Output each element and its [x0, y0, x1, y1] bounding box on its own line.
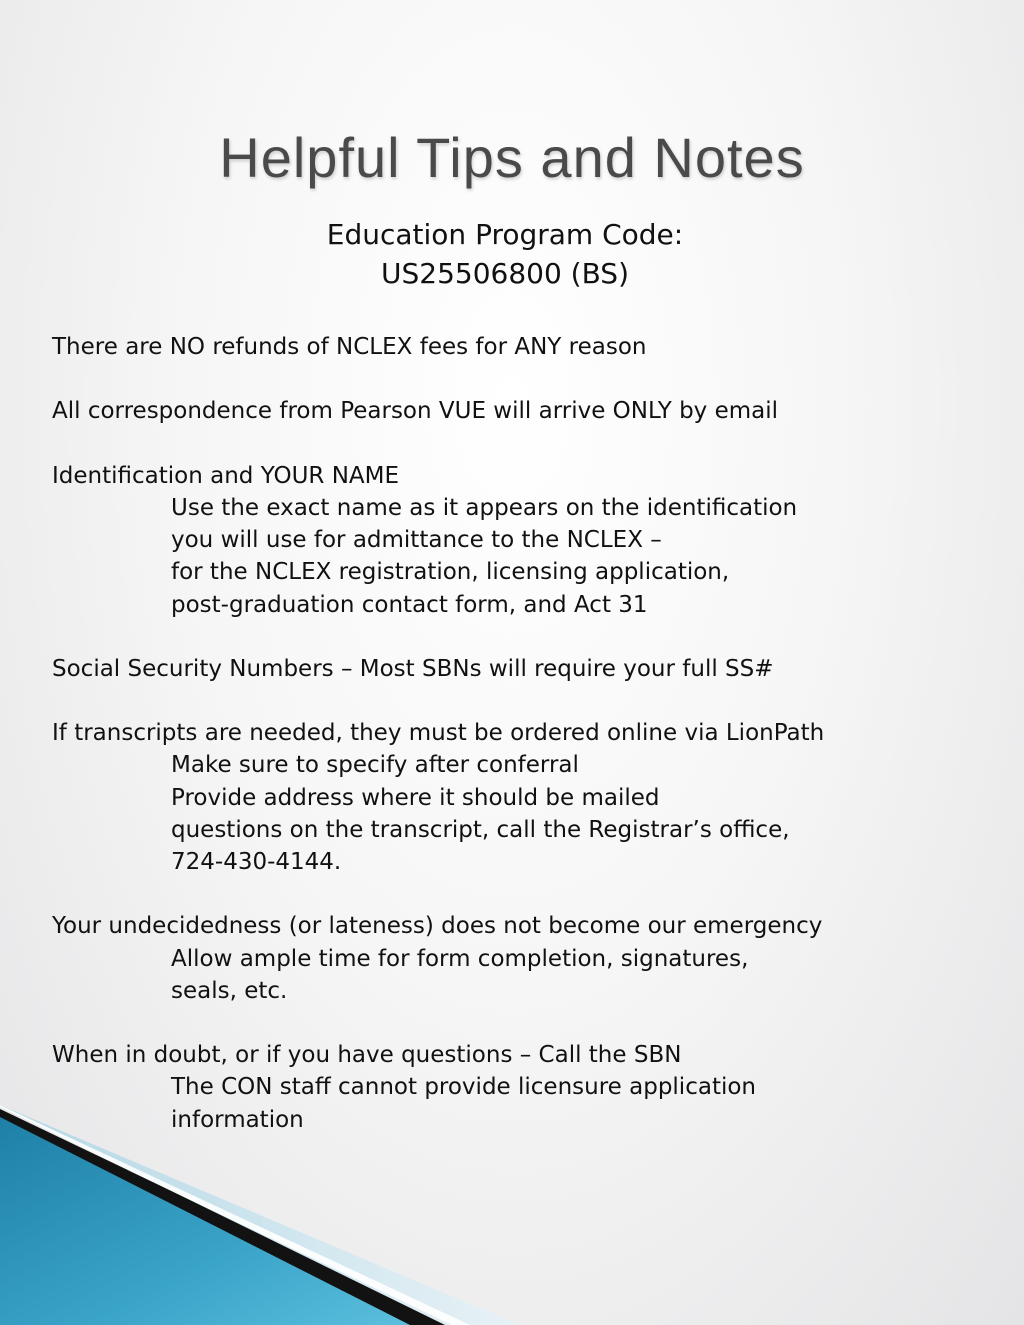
tip-detail: post-graduation contact form, and Act 31: [171, 591, 648, 618]
spacer: [52, 621, 992, 653]
spacer: [52, 878, 992, 910]
tip-heading: When in doubt, or if you have questions – Call the SBN: [52, 1042, 682, 1069]
tip-heading: Social Security Numbers – Most SBNs will require your full SS#: [52, 655, 774, 682]
spacer: [52, 428, 992, 460]
tip-heading: If transcripts are needed, they must be ordered online via LionPath: [52, 720, 825, 747]
tip-detail: for the NCLEX registration, licensing application,: [171, 559, 730, 586]
tip-heading: There are NO refunds of NCLEX fees for ANY reason: [52, 334, 647, 360]
tip-detail: Allow ample time for form completion, signatures,: [171, 945, 749, 972]
tip-heading: Identification and YOUR NAME: [52, 462, 400, 489]
tip-detail: 724-430-4144.: [171, 849, 342, 875]
tip-detail: seals, etc.: [171, 977, 288, 1004]
spacer: [52, 685, 992, 717]
tip-detail: information: [171, 1106, 304, 1133]
program-code-value: US25506800 (BS): [380, 257, 630, 290]
tip-detail: The CON staff cannot provide licensure application: [171, 1074, 756, 1101]
tip-detail: Provide address where it should be mailed: [171, 784, 660, 811]
tip-heading: Your undecidedness (or lateness) does not become our emergency: [52, 913, 823, 940]
spacer: [52, 1007, 992, 1039]
tip-detail: questions on the transcript, call the Registrar’s office,: [171, 816, 790, 843]
program-code-label: Education Program Code:: [326, 218, 684, 251]
tips-list: [52, 331, 992, 1136]
program-code-block: [0, 215, 1010, 293]
tip-detail: Make sure to specify after conferral: [171, 752, 579, 779]
page-title: Helpful Tips and Notes: [219, 126, 805, 189]
tip-detail: Use the exact name as it appears on the identification: [171, 494, 798, 521]
tip-detail: you will use for admittance to the NCLEX –: [171, 527, 662, 554]
tip-heading: All correspondence from Pearson VUE will arrive ONLY by email: [52, 398, 779, 425]
spacer: [52, 363, 992, 395]
corner-decoration: [0, 1105, 520, 1325]
